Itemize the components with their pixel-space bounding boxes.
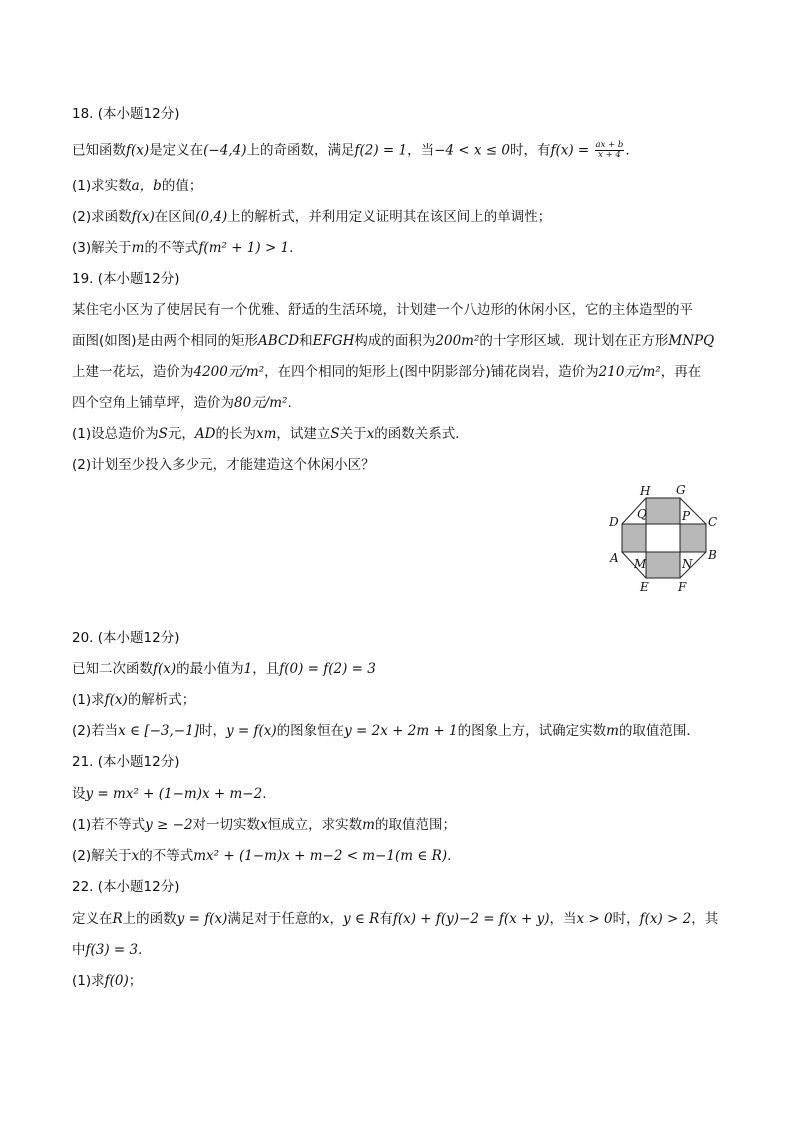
text: 是定义在	[149, 142, 204, 159]
label-g: G	[676, 483, 686, 497]
q22-header: 22. (本小题12分)	[72, 879, 180, 895]
q20-header: 20. (本小题12分)	[72, 630, 180, 646]
math: f(x)	[131, 209, 155, 225]
math: f(m² + 1) > 1	[198, 240, 290, 256]
shaded-rect-left	[622, 524, 646, 552]
q19-part2: (2)计划至少投入多少元，才能建造这个休闲小区？	[72, 457, 375, 473]
octagon-figure	[600, 478, 730, 598]
text: 的值；	[161, 178, 203, 194]
text: 面图(如图)是由两个相同的矩形	[72, 333, 259, 349]
text: 已知函数	[72, 142, 126, 159]
text: 的取值范围．	[618, 723, 700, 739]
square-mnpq	[646, 524, 680, 552]
text: 的图象上方，试确定实数	[457, 723, 607, 739]
text: ，在四个相同的矩形上(图中阴影部分)铺花岗岩，造价为	[264, 364, 599, 380]
math: (−4,4)	[203, 142, 247, 159]
label-h: H	[640, 484, 651, 498]
text: 设	[72, 786, 86, 802]
text: (3)解关于	[72, 240, 132, 256]
text: (2)求函数	[72, 209, 132, 225]
math: m	[606, 723, 619, 739]
label-n: N	[682, 557, 693, 571]
math: x ∈ [−3,−1]	[118, 723, 199, 739]
q18-part1	[72, 177, 202, 195]
math: f(x)	[104, 692, 128, 708]
text: ，且	[252, 661, 280, 677]
math: AD	[194, 426, 216, 442]
text: .	[625, 142, 630, 159]
q19-line4	[72, 394, 292, 412]
math: m	[362, 817, 375, 833]
q22-part1	[72, 972, 142, 990]
math: MNPQ	[668, 333, 715, 349]
math: x	[131, 848, 140, 864]
q19-line1: 某住宅小区为了使居民有一个优雅、舒适的生活环境，计划建一个八边形的休闲小区，它的主体造型的平	[72, 302, 693, 318]
q22-line2	[72, 941, 142, 959]
text: 中	[72, 942, 86, 958]
math: −4 < x ≤ 0	[434, 142, 510, 159]
math: y = f(x)	[225, 723, 277, 739]
math: f(x)	[153, 661, 177, 677]
math: y = mx² + (1−m)x + m−2	[85, 786, 263, 802]
math: m	[131, 240, 145, 256]
q20-part1	[72, 691, 195, 709]
math: a，b	[131, 178, 162, 194]
math: EFGH	[312, 333, 355, 349]
q20-stem	[72, 660, 376, 678]
numerator: ax + b	[595, 140, 624, 150]
math: R	[112, 911, 123, 927]
text: 的最小值为	[176, 661, 244, 677]
math: y = 2x + 2m + 1	[344, 723, 458, 739]
q18-header: 18. (本小题12分)	[72, 106, 180, 122]
text: 定义在	[72, 911, 113, 927]
q20-part2	[72, 722, 700, 740]
text: 的十字形区域．现计划在正方形	[479, 333, 669, 349]
q19-line3	[72, 363, 701, 381]
math: f(x) =	[550, 142, 590, 159]
text: ，当	[549, 911, 577, 927]
text: 在区间	[154, 209, 196, 225]
math: y ≥ −2	[145, 817, 193, 833]
math: f(x)	[126, 142, 150, 159]
text: 的长为	[215, 426, 256, 442]
text: (1)求	[72, 692, 105, 708]
math: mx² + (1−m)x + m−2 < m−1(m ∈ R)	[193, 848, 448, 864]
text: (1)求实数	[72, 178, 132, 194]
q21-part2	[72, 847, 451, 865]
text: 的图象恒在	[276, 723, 345, 739]
math: y ∈ R	[342, 911, 380, 927]
math: f(x) + f(y)−2 = f(x + y)	[392, 911, 550, 927]
math: 210元/m²	[598, 364, 661, 380]
math: f(3) = 3	[85, 942, 139, 958]
text: 上的解析式，并利用定义证明其在该区间上的单调性；	[227, 209, 552, 225]
text: 对一切实数	[192, 817, 261, 833]
text: ，当	[407, 142, 435, 159]
text: 上的奇函数，满足	[246, 142, 355, 159]
text: 关于	[339, 426, 367, 442]
label-f: F	[678, 580, 687, 594]
text: (1)若不等式	[72, 817, 146, 833]
math: x	[366, 426, 375, 442]
text: 时，有	[510, 142, 551, 159]
denominator: x + 4	[598, 150, 621, 160]
text: 已知二次函数	[72, 661, 153, 677]
text: 的解析式；	[127, 692, 196, 708]
math: S	[330, 426, 340, 442]
text: (1)求	[72, 973, 105, 989]
q21-stem	[72, 785, 266, 803]
text: .	[262, 786, 267, 802]
text: .	[447, 848, 452, 864]
text: (1)设总造价为	[72, 426, 159, 442]
label-e: E	[640, 580, 649, 594]
math: ABCD	[258, 333, 300, 349]
math: y = f(x)	[176, 911, 228, 927]
math: (0,4)	[195, 209, 228, 225]
text: ，试建立	[276, 426, 331, 442]
text: 构成的面积为	[354, 333, 436, 349]
text: .	[287, 395, 292, 411]
text: ；	[128, 973, 143, 989]
text: 满足对于任意的	[227, 911, 322, 927]
math: x	[260, 817, 268, 833]
text: .	[138, 942, 143, 958]
q18-stem	[72, 141, 630, 160]
shaded-rect-bottom	[646, 552, 680, 578]
q19-part1	[72, 425, 469, 443]
text: 恒成立，求实数	[267, 817, 363, 833]
text: ，	[329, 911, 343, 927]
text: ，其	[691, 911, 719, 927]
text: 的不等式	[139, 848, 194, 864]
label-p: P	[682, 509, 691, 523]
label-d: D	[609, 515, 619, 529]
math: 200m²	[435, 333, 480, 349]
math: x	[321, 911, 330, 927]
q19-header: 19. (本小题12分)	[72, 271, 180, 287]
math: f(0)	[104, 973, 129, 989]
shaded-rect-top	[646, 498, 680, 524]
q21-header: 21. (本小题12分)	[72, 754, 180, 770]
text: 和	[299, 333, 313, 349]
label-q: Q	[637, 507, 647, 521]
math: f(2) = 1	[354, 142, 408, 159]
q21-part1	[72, 816, 456, 834]
text: 四个空角上铺草坪，造价为	[72, 395, 234, 411]
text: 有	[379, 911, 393, 927]
text: ，再在	[660, 364, 702, 380]
math: 80元/m²	[234, 395, 288, 411]
label-c: C	[708, 515, 718, 529]
math: 1	[243, 661, 253, 677]
fraction	[595, 141, 625, 160]
text: 时，	[198, 723, 226, 739]
label-b: B	[708, 548, 717, 562]
math: x > 0	[576, 911, 613, 927]
math: S	[158, 426, 168, 442]
text: 时，	[612, 911, 640, 927]
text: 元，	[167, 426, 195, 442]
shaded-rect-right	[680, 524, 706, 552]
math: xm	[255, 426, 277, 442]
text: 的不等式	[144, 240, 199, 256]
text: 上建一花坛，造价为	[72, 364, 194, 380]
math: f(x) > 2	[639, 911, 692, 927]
label-m: M	[634, 557, 647, 571]
label-a: A	[610, 551, 619, 565]
text: 的函数关系式．	[374, 426, 469, 442]
q19-line2	[72, 332, 714, 350]
text: (2)若当	[72, 723, 119, 739]
math: 4200元/m²	[193, 364, 265, 380]
q18-part3	[72, 239, 293, 257]
math: f(0) = f(2) = 3	[279, 661, 376, 677]
text: (2)解关于	[72, 848, 132, 864]
text: .	[289, 240, 294, 256]
text: 上的函数	[122, 911, 177, 927]
q18-part2	[72, 208, 551, 226]
q22-line1	[72, 910, 718, 928]
text: 的取值范围；	[374, 817, 456, 833]
